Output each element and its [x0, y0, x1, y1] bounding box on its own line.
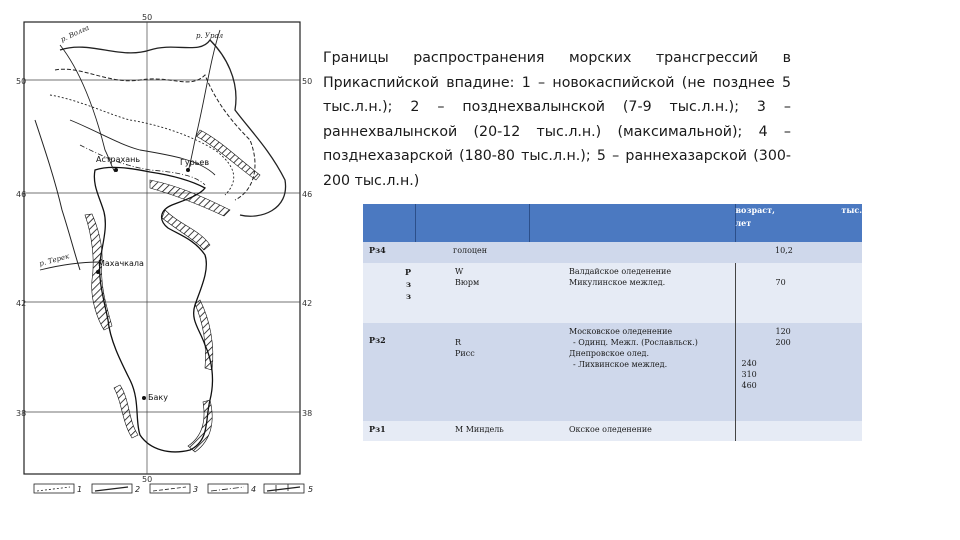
- lat-label-50: 50: [16, 77, 27, 86]
- legend-label-4: 4: [251, 485, 257, 494]
- event-cell: [529, 263, 735, 323]
- table-row: [363, 263, 862, 323]
- legend-label-1: 1: [77, 485, 83, 494]
- caspian-map: [0, 0, 320, 540]
- header-cell-name: [415, 204, 529, 242]
- header-cell-age: [735, 204, 862, 242]
- city-label-baku: Баку: [148, 393, 168, 402]
- name-cell: [415, 263, 529, 323]
- city-label-guryev: Гурьев: [180, 158, 210, 167]
- age-value: 240: [741, 359, 757, 368]
- age-cell: 10,2: [735, 242, 862, 263]
- name-code: R: [455, 338, 462, 347]
- lat-label-46-right: 46: [302, 190, 313, 199]
- event-line: Валдайское оледенение: [569, 267, 672, 276]
- river-label-terek: р. Терек: [38, 252, 71, 268]
- age-cell: 70: [735, 263, 862, 323]
- period-letter: Р: [404, 267, 411, 277]
- event-line: Днепровское олед.: [569, 349, 650, 358]
- header-age-unit: тыс.: [841, 205, 862, 215]
- period-letter: з: [405, 291, 411, 301]
- period-cell: Pз1: [363, 421, 415, 441]
- event-cell: [529, 242, 735, 263]
- figure-caption: Границы распространения морских трансгрессий в Прикаспийской впадине: 1 – новокаспийской (не позднее 5 тыс.л.н.); 2 – позднехвалынской (7-9 тыс.л.н.); 3 – раннехвалынской (20-12 тыс.л.н.) (максимальной); 4 – позднехазарской (180-80 тыс.л.н.); 5 – раннехазарской (300-200 тыс.л.н.): [323, 50, 791, 189]
- transgression-boundaries: [35, 40, 286, 270]
- period-cell: Pз4: [363, 242, 415, 263]
- event-cell: [529, 323, 735, 421]
- name-code: W: [455, 267, 464, 276]
- legend-label-3: 3: [193, 485, 199, 494]
- lat-label-38: 38: [16, 409, 27, 418]
- name-cell: голоцен: [415, 242, 529, 263]
- event-cell: Окское оледенение: [529, 421, 735, 441]
- table-header-row: [363, 204, 862, 242]
- age-value: 200: [775, 338, 791, 347]
- event-line: Московское оледенение: [569, 327, 673, 336]
- table-row: [363, 323, 862, 421]
- event-line: - Одинц. Межл. (Рославльск.): [573, 338, 698, 347]
- age-value: 120: [775, 327, 791, 336]
- age-value: 460: [741, 381, 757, 390]
- glaciation-table: [363, 204, 862, 441]
- city-markers: [96, 168, 190, 400]
- lon-label-bottom: 50: [142, 475, 153, 484]
- table-row: [363, 242, 862, 263]
- age-value: 310: [741, 370, 757, 379]
- period-letter: з: [405, 279, 411, 289]
- name-label: Рисс: [455, 349, 475, 358]
- lat-label-42: 42: [16, 299, 27, 308]
- lat-label-42-right: 42: [302, 299, 313, 308]
- age-cell: [735, 323, 862, 421]
- caspian-coastline: [94, 167, 212, 451]
- legend-label-5: 5: [308, 485, 314, 494]
- age-cell: [735, 421, 862, 441]
- river-label-volga: р. Волга: [59, 23, 91, 44]
- city-label-astrakhan: Астрахань: [96, 155, 141, 164]
- lat-label-50-right: 50: [302, 77, 313, 86]
- map-legend: [34, 484, 313, 494]
- river-label-ural: р. Урал: [196, 32, 224, 40]
- city-label-makhachkala: Махачкала: [98, 259, 144, 268]
- event-line: - Лихвинское межлед.: [573, 360, 668, 369]
- header-cell-period: [363, 204, 415, 242]
- name-label: Вюрм: [455, 278, 480, 287]
- name-cell: M Миндель: [415, 421, 529, 441]
- table-row: [363, 421, 862, 441]
- event-line: Микулинское межлед.: [569, 278, 666, 287]
- header-cell-event: [529, 204, 735, 242]
- lat-label-46: 46: [16, 190, 27, 199]
- graticule: [24, 22, 300, 474]
- map-frame: [24, 22, 300, 474]
- legend-label-2: 2: [135, 485, 141, 494]
- period-cell: [363, 263, 415, 323]
- period-cell: Pз2: [363, 323, 415, 421]
- lon-label-top: 50: [142, 13, 153, 22]
- lat-label-38-right: 38: [302, 409, 313, 418]
- header-age-word: возраст,: [735, 205, 775, 215]
- name-cell: [415, 323, 529, 421]
- header-age-unit2: лет: [735, 218, 752, 228]
